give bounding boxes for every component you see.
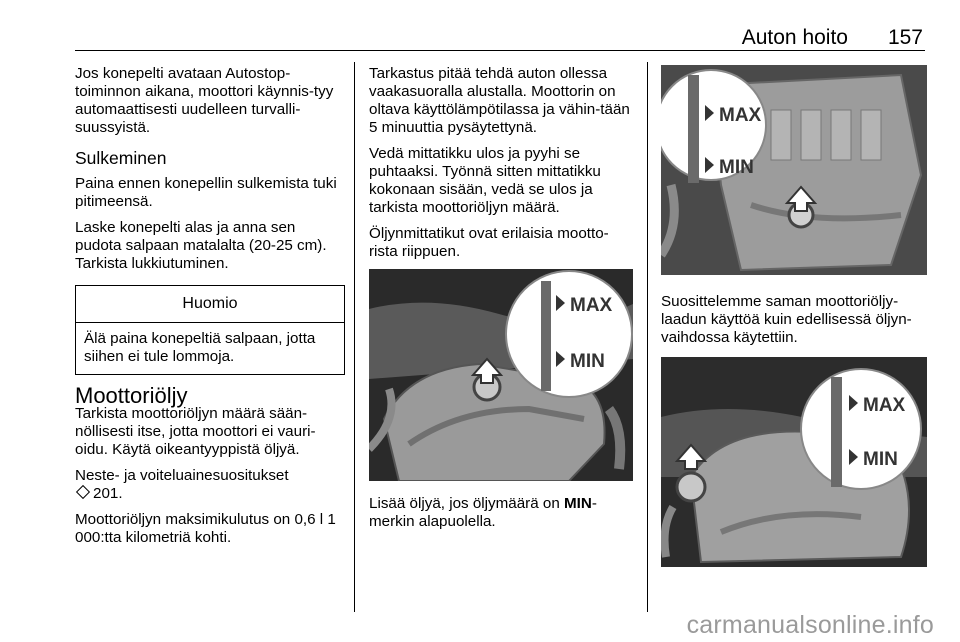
min-label: MIN: [570, 351, 605, 372]
min-label: MIN: [863, 449, 898, 470]
min-label: MIN: [719, 157, 754, 178]
dipstick-illustration-1: [369, 269, 633, 481]
page-reference-icon: [76, 485, 90, 499]
add-oil-text-end: -merkin alapuolella.: [369, 495, 597, 530]
notice-box: [75, 285, 345, 375]
column-2: [369, 65, 635, 539]
reference-text: Neste- ja voiteluainesuositukset: [75, 467, 289, 484]
page-header-title: Auton hoito: [741, 26, 848, 49]
check-paragraph-3: Öljynmittatikut ovat erilaisia mootto-rista riippuen.: [369, 225, 609, 260]
check-paragraph-2: Vedä mittatikku ulos ja pyyhi se puhtaaksi. Työnnä sitten mittatikku kokonaan sisään, vedä se ulos ja tarkista moottoriöljyn määrä.: [369, 145, 601, 216]
check-paragraph-1: Tarkastus pitää tehdä auton ollessa vaakasuoralla alustalla. Moottorin on oltava käyttölämpötilassa ja vähin-tään 5 minuuttia pysäytettynä.: [369, 65, 630, 136]
reference-page[interactable]: 201.: [93, 485, 123, 502]
column-3: [661, 65, 927, 567]
watermark: carmanualsonline.info: [686, 611, 934, 639]
max-label: MAX: [719, 105, 762, 126]
dipstick-illustration-2: [661, 65, 927, 275]
heading-moottorioljy: Moottoriöljy: [75, 383, 188, 408]
add-oil-paragraph: [369, 495, 635, 531]
autostop-paragraph: Jos konepelti avataan Autostop-toiminnon aikana, moottori käynnis-tyy automaattisesti uudelleen turvalli-suussyistä.: [75, 65, 334, 136]
closing-paragraph-2: Laske konepelti alas ja anna sen pudota salpaan matalalta (20-25 cm). Tarkista lukkiutuminen.: [75, 219, 327, 272]
max-label: MAX: [863, 395, 906, 416]
oil-consumption-paragraph: Moottoriöljyn maksimikulutus on 0,6 l 1 000:tta kilometriä kohti.: [75, 511, 336, 546]
heading-sulkeminen: Sulkeminen: [75, 148, 167, 168]
page-number: 157: [887, 26, 923, 49]
column-divider-1: [354, 62, 355, 612]
add-oil-text: Lisää öljyä, jos öljymäärä on: [369, 495, 565, 512]
header-rule: [75, 50, 925, 51]
column-1: [75, 65, 345, 555]
max-label: MAX: [570, 295, 613, 316]
min-mark-text: MIN: [564, 495, 592, 512]
column-divider-2: [647, 62, 648, 612]
dipstick-illustration-3: [661, 357, 927, 567]
notice-title: Huomio: [76, 286, 344, 323]
notice-body: Älä paina konepeltiä salpaan, jotta siihen ei tule lommoja.: [84, 330, 316, 365]
oil-paragraph-1: Tarkista moottoriöljyn määrä sään-nöllisesti itse, jotta moottori ei vauri-oidu. Käytä oikeantyyppistä öljyä.: [75, 405, 316, 458]
recommendation-paragraph: Suosittelemme saman moottoriöljy-laadun käyttöä kuin edellisessä öljyn-vaihdossa käytettiin.: [661, 293, 912, 346]
closing-paragraph-1: Paina ennen konepellin sulkemista tuki pitimeensä.: [75, 175, 337, 210]
oil-reference-paragraph: [75, 467, 345, 503]
